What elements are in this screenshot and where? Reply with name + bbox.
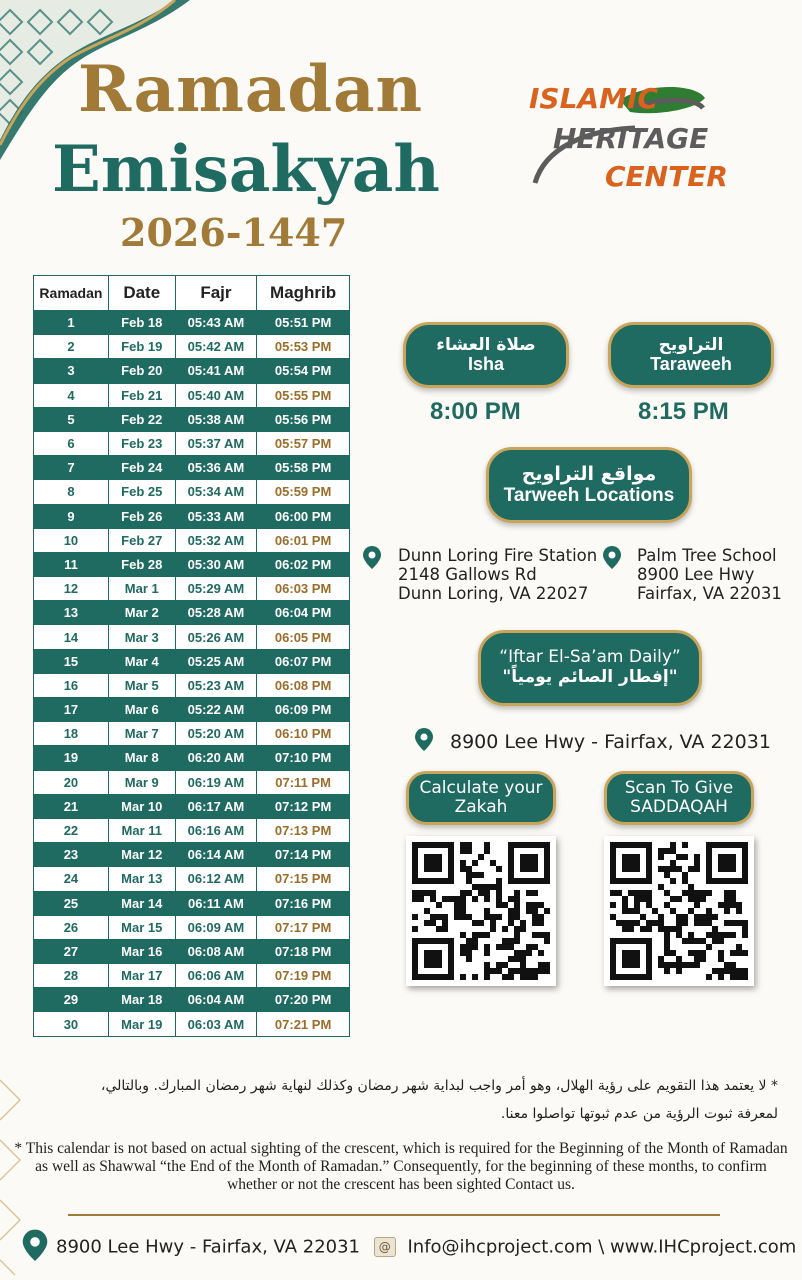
cell-maghrib: 06:04 PM (257, 601, 350, 625)
cell-day: 16 (34, 673, 109, 697)
cell-date: Feb 25 (108, 480, 175, 504)
cell-fajr: 06:09 AM (175, 915, 257, 939)
table-row (34, 915, 350, 939)
location-2-street: 8900 Lee Hwy (637, 565, 755, 584)
cell-fajr: 06:16 AM (175, 818, 257, 842)
logo-line2: HERITAGE (553, 122, 709, 155)
cell-fajr: 05:23 AM (175, 673, 257, 697)
saddaqah-label-1: Scan To Give (624, 778, 734, 799)
cell-maghrib: 05:54 PM (257, 359, 350, 383)
cell-day: 18 (34, 722, 109, 746)
table-row (34, 601, 350, 625)
location-2-city: Fairfax, VA 22031 (637, 584, 782, 603)
table-row (34, 867, 350, 891)
table-row (34, 335, 350, 359)
cell-date: Feb 20 (108, 359, 175, 383)
zakah-label-2: Zakah (454, 797, 508, 817)
cell-fajr: 05:41 AM (175, 359, 257, 383)
cell-date: Mar 5 (108, 673, 175, 697)
footer (56, 1236, 796, 1258)
table-row (34, 988, 350, 1012)
cell-maghrib: 05:58 PM (257, 456, 350, 480)
cell-fajr: 05:20 AM (175, 722, 257, 746)
disclaimer-arabic (28, 1072, 778, 1128)
cell-date: Mar 8 (108, 746, 175, 770)
col-header-fajr: Fajr (175, 276, 257, 311)
cell-date: Feb 26 (108, 504, 175, 528)
table-row (34, 456, 350, 480)
cell-fajr: 06:17 AM (175, 794, 257, 818)
location-2-address (637, 546, 782, 603)
cell-day: 11 (34, 552, 109, 576)
cell-date: Mar 3 (108, 625, 175, 649)
cell-fajr: 05:32 AM (175, 528, 257, 552)
cell-maghrib: 05:57 PM (257, 431, 350, 455)
cell-day: 10 (34, 528, 109, 552)
cell-day: 29 (34, 988, 109, 1012)
cell-fajr: 05:33 AM (175, 504, 257, 528)
cell-maghrib: 06:01 PM (257, 528, 350, 552)
cell-date: Mar 16 (108, 939, 175, 963)
location-pin-icon (601, 545, 623, 571)
cell-maghrib: 06:07 PM (257, 649, 350, 673)
cell-date: Feb 19 (108, 335, 175, 359)
taraweeh-label-en: Taraweeh (650, 354, 732, 375)
cell-day: 6 (34, 431, 109, 455)
cell-day: 27 (34, 939, 109, 963)
cell-date: Feb 28 (108, 552, 175, 576)
cell-fajr: 05:25 AM (175, 649, 257, 673)
isha-badge (403, 322, 569, 388)
location-1-city: Dunn Loring, VA 22027 (398, 584, 589, 603)
cell-day: 24 (34, 867, 109, 891)
logo-line1: ISLAMIC (529, 82, 658, 115)
iftar-badge (478, 630, 702, 706)
cell-fajr: 05:26 AM (175, 625, 257, 649)
disclaimer-english: * This calendar is not based on actual sighting of the crescent, which is required for the Beginning of the Month of Ramadan as well as Shawwal “the End of the Month of Ramadan.” Consequently, for the beginning of these months, to confirm whether or not the crescent has been sighted Contact us. (14, 1140, 788, 1193)
cell-maghrib: 07:14 PM (257, 843, 350, 867)
cell-fajr: 06:08 AM (175, 939, 257, 963)
cell-date: Mar 12 (108, 843, 175, 867)
cell-day: 30 (34, 1012, 109, 1036)
cell-maghrib: 05:59 PM (257, 480, 350, 504)
cell-date: Mar 15 (108, 915, 175, 939)
cell-date: Mar 6 (108, 698, 175, 722)
cell-date: Mar 10 (108, 794, 175, 818)
cell-day: 1 (34, 311, 109, 335)
cell-fajr: 06:04 AM (175, 988, 257, 1012)
cell-fajr: 05:30 AM (175, 552, 257, 576)
cell-maghrib: 07:12 PM (257, 794, 350, 818)
zakah-label-1: Calculate your (419, 778, 543, 799)
cell-day: 25 (34, 891, 109, 915)
cell-date: Feb 18 (108, 311, 175, 335)
cell-maghrib: 07:18 PM (257, 939, 350, 963)
cell-day: 13 (34, 601, 109, 625)
cell-maghrib: 06:02 PM (257, 552, 350, 576)
isha-label-ar: صلاة العشاء (436, 334, 536, 355)
table-row (34, 577, 350, 601)
cell-fajr: 06:19 AM (175, 770, 257, 794)
cell-day: 23 (34, 843, 109, 867)
disclaimer-arabic-line2: لمعرفة ثبوت الرؤية من عدم ثبوتها تواصلوا معنا. (500, 1106, 778, 1122)
cell-day: 22 (34, 818, 109, 842)
table-row (34, 528, 350, 552)
location-pin-icon (361, 545, 383, 571)
isha-time: 8:00 PM (430, 398, 521, 425)
cell-date: Feb 21 (108, 383, 175, 407)
cell-fajr: 05:36 AM (175, 456, 257, 480)
cell-day: 17 (34, 698, 109, 722)
cell-day: 12 (34, 577, 109, 601)
cell-date: Mar 19 (108, 1012, 175, 1036)
table-row (34, 722, 350, 746)
saddaqah-label-2: SADDAQAH (630, 797, 728, 817)
table-row (34, 964, 350, 988)
cell-date: Mar 2 (108, 601, 175, 625)
isha-label-en: Isha (467, 354, 505, 375)
table-row (34, 794, 350, 818)
col-header-ramadan: Ramadan (34, 276, 109, 311)
cell-fajr: 05:42 AM (175, 335, 257, 359)
cell-fajr: 06:20 AM (175, 746, 257, 770)
cell-maghrib: 07:15 PM (257, 867, 350, 891)
cell-date: Feb 27 (108, 528, 175, 552)
cell-date: Mar 4 (108, 649, 175, 673)
table-row (34, 843, 350, 867)
table-row (34, 504, 350, 528)
table-row (34, 939, 350, 963)
cell-maghrib: 07:11 PM (257, 770, 350, 794)
iftar-label-ar: "إفطار الصائم يومياً" (502, 667, 678, 688)
table-row (34, 552, 350, 576)
locations-badge (486, 447, 692, 523)
location-pin-icon (413, 727, 435, 753)
cell-date: Feb 24 (108, 456, 175, 480)
saddaqah-badge (604, 771, 754, 825)
table-row (34, 770, 350, 794)
cell-date: Feb 22 (108, 407, 175, 431)
cell-date: Mar 14 (108, 891, 175, 915)
cell-maghrib: 07:19 PM (257, 964, 350, 988)
taraweeh-time: 8:15 PM (638, 398, 729, 425)
cell-maghrib: 06:09 PM (257, 698, 350, 722)
table-row (34, 698, 350, 722)
ramadan-schedule-table (33, 275, 350, 1037)
cell-fajr: 05:29 AM (175, 577, 257, 601)
cell-maghrib: 07:16 PM (257, 891, 350, 915)
location-1-name: Dunn Loring Fire Station (398, 546, 598, 565)
cell-day: 19 (34, 746, 109, 770)
cell-fajr: 05:40 AM (175, 383, 257, 407)
email-icon: @ (374, 1237, 396, 1257)
table-row (34, 407, 350, 431)
cell-day: 9 (34, 504, 109, 528)
disclaimer-arabic-line1: * لا يعتمد هذا التقويم على رؤية الهلال، وهو أمر واجب لبداية شهر رمضان وكذلك لنهاية شهر رمضان المبارك. وبالتالي، (100, 1078, 778, 1094)
cell-maghrib: 05:56 PM (257, 407, 350, 431)
cell-maghrib: 07:20 PM (257, 988, 350, 1012)
footer-contact[interactable]: Info@ihcproject.com \ www.IHCproject.com (407, 1236, 797, 1258)
cell-date: Mar 18 (108, 988, 175, 1012)
cell-fajr: 06:06 AM (175, 964, 257, 988)
cell-maghrib: 05:53 PM (257, 335, 350, 359)
saddaqah-qr-code[interactable] (604, 836, 754, 986)
cell-day: 28 (34, 964, 109, 988)
table-row (34, 359, 350, 383)
cell-day: 3 (34, 359, 109, 383)
cell-maghrib: 06:05 PM (257, 625, 350, 649)
cell-day: 2 (34, 335, 109, 359)
table-header-row (34, 276, 350, 311)
table-row (34, 311, 350, 335)
table-row (34, 1012, 350, 1036)
cell-day: 26 (34, 915, 109, 939)
table-row (34, 383, 350, 407)
schedule-body (34, 311, 350, 1037)
footer-divider (68, 1214, 720, 1216)
cell-maghrib: 06:03 PM (257, 577, 350, 601)
taraweeh-badge (608, 322, 774, 388)
cell-fajr: 05:38 AM (175, 407, 257, 431)
cell-date: Mar 7 (108, 722, 175, 746)
cell-maghrib: 06:10 PM (257, 722, 350, 746)
cell-fajr: 06:14 AM (175, 843, 257, 867)
cell-maghrib: 05:55 PM (257, 383, 350, 407)
cell-day: 15 (34, 649, 109, 673)
cell-maghrib: 07:13 PM (257, 818, 350, 842)
cell-date: Mar 17 (108, 964, 175, 988)
cell-day: 21 (34, 794, 109, 818)
cell-fajr: 05:22 AM (175, 698, 257, 722)
iftar-address: 8900 Lee Hwy - Fairfax, VA 22031 (450, 731, 771, 753)
table-row (34, 746, 350, 770)
cell-date: Mar 13 (108, 867, 175, 891)
cell-day: 14 (34, 625, 109, 649)
cell-fajr: 05:37 AM (175, 431, 257, 455)
col-header-date: Date (108, 276, 175, 311)
table-row (34, 818, 350, 842)
location-2-name: Palm Tree School (637, 546, 777, 565)
cell-date: Mar 1 (108, 577, 175, 601)
ihc-logo (525, 78, 728, 196)
cell-fajr: 05:28 AM (175, 601, 257, 625)
location-1-street: 2148 Gallows Rd (398, 565, 537, 584)
zakah-badge (406, 771, 556, 825)
taraweeh-label-ar: التراويح (658, 334, 724, 355)
cell-fajr: 06:12 AM (175, 867, 257, 891)
table-row (34, 649, 350, 673)
location-pin-icon (20, 1228, 50, 1264)
table-row (34, 431, 350, 455)
footer-address: 8900 Lee Hwy - Fairfax, VA 22031 (56, 1236, 361, 1258)
cell-day: 5 (34, 407, 109, 431)
locations-heading-ar: مواقع التراويح (521, 463, 657, 486)
cell-maghrib: 06:00 PM (257, 504, 350, 528)
zakah-qr-code[interactable] (406, 836, 556, 986)
table-row (34, 480, 350, 504)
table-row (34, 625, 350, 649)
cell-date: Mar 9 (108, 770, 175, 794)
cell-day: 4 (34, 383, 109, 407)
title-emisakyah: Emisakyah (52, 132, 440, 207)
cell-day: 7 (34, 456, 109, 480)
title-year: 2026-1447 (120, 210, 348, 255)
cell-fajr: 05:43 AM (175, 311, 257, 335)
cell-day: 20 (34, 770, 109, 794)
locations-heading-en: Tarweeh Locations (503, 484, 675, 506)
cell-maghrib: 07:17 PM (257, 915, 350, 939)
cell-fajr: 06:03 AM (175, 1012, 257, 1036)
cell-maghrib: 07:10 PM (257, 746, 350, 770)
iftar-label-en: “Iftar El-Sa’am Daily” (499, 647, 681, 668)
cell-maghrib: 06:08 PM (257, 673, 350, 697)
cell-date: Feb 23 (108, 431, 175, 455)
cell-date: Mar 11 (108, 818, 175, 842)
location-1-address (398, 546, 597, 603)
col-header-maghrib: Maghrib (257, 276, 350, 311)
cell-fajr: 05:34 AM (175, 480, 257, 504)
table-row (34, 673, 350, 697)
cell-fajr: 06:11 AM (175, 891, 257, 915)
cell-maghrib: 05:51 PM (257, 311, 350, 335)
title-ramadan: Ramadan (78, 52, 424, 127)
table-row (34, 891, 350, 915)
cell-day: 8 (34, 480, 109, 504)
logo-line3: CENTER (605, 160, 728, 193)
cell-maghrib: 07:21 PM (257, 1012, 350, 1036)
